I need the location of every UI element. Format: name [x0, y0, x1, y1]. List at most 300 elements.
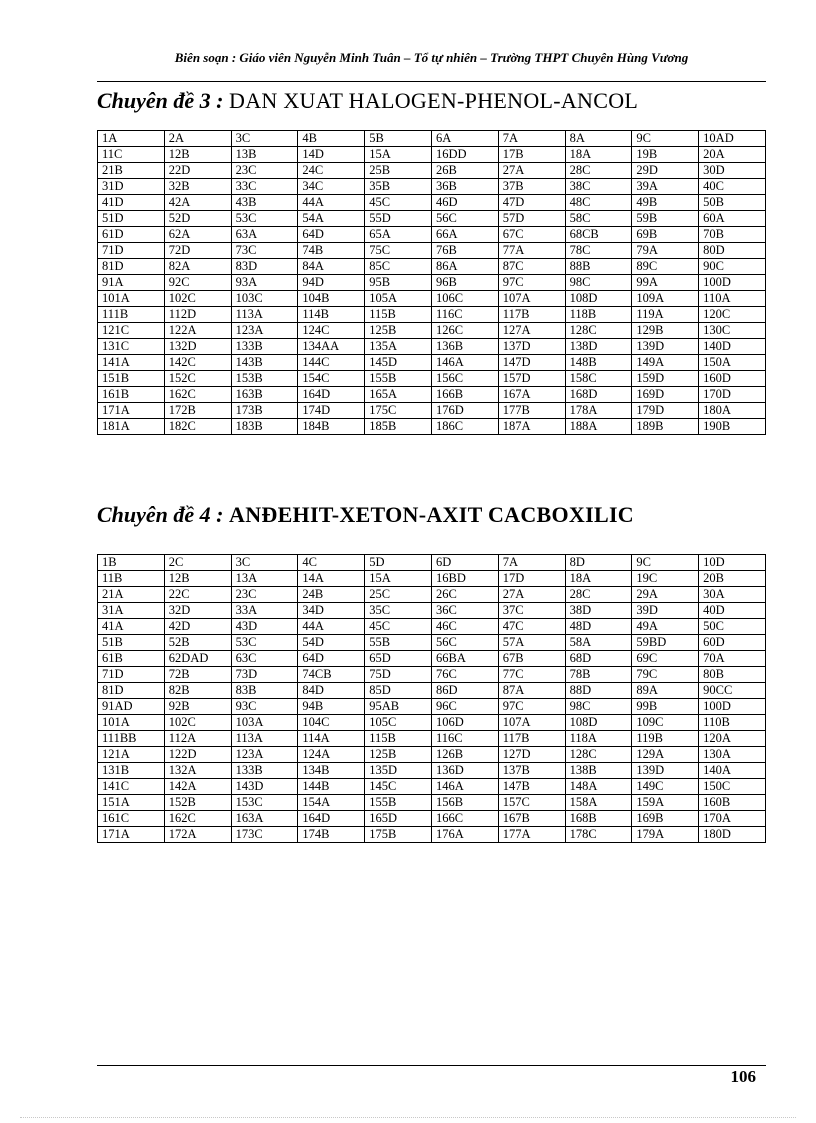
answer-cell: 121A — [98, 747, 165, 763]
answer-cell: 29D — [632, 163, 699, 179]
answer-cell: 142C — [164, 355, 231, 371]
table-row — [98, 387, 766, 403]
answer-cell: 110A — [699, 291, 766, 307]
answer-cell: 3C — [231, 555, 298, 571]
answer-cell: 167A — [498, 387, 565, 403]
answer-cell: 143B — [231, 355, 298, 371]
answer-cell: 135A — [365, 339, 432, 355]
answer-cell: 159D — [632, 371, 699, 387]
answer-cell: 180A — [699, 403, 766, 419]
table-row — [98, 731, 766, 747]
answer-cell: 111BB — [98, 731, 165, 747]
answer-cell: 89A — [632, 683, 699, 699]
answer-cell: 144B — [298, 779, 365, 795]
answer-cell: 157C — [498, 795, 565, 811]
answer-cell: 124A — [298, 747, 365, 763]
answer-cell: 73C — [231, 243, 298, 259]
answer-cell: 145D — [365, 355, 432, 371]
answer-cell: 158A — [565, 795, 632, 811]
answer-cell: 107A — [498, 291, 565, 307]
answer-cell: 92B — [164, 699, 231, 715]
answer-cell: 85C — [365, 259, 432, 275]
table-row — [98, 827, 766, 843]
answer-cell: 88D — [565, 683, 632, 699]
answer-cell: 35C — [365, 603, 432, 619]
answer-cell: 21B — [98, 163, 165, 179]
answer-cell: 104C — [298, 715, 365, 731]
answer-cell: 132D — [164, 339, 231, 355]
table-row — [98, 699, 766, 715]
section-title-3 — [97, 88, 766, 114]
answer-cell: 85D — [365, 683, 432, 699]
answer-cell: 136D — [431, 763, 498, 779]
answer-cell: 11C — [98, 147, 165, 163]
answer-cell: 172A — [164, 827, 231, 843]
answer-cell: 149C — [632, 779, 699, 795]
answer-cell: 13B — [231, 147, 298, 163]
answer-cell: 98C — [565, 699, 632, 715]
answer-cell: 163A — [231, 811, 298, 827]
answer-cell: 51D — [98, 211, 165, 227]
answer-cell: 29A — [632, 587, 699, 603]
answer-cell: 134AA — [298, 339, 365, 355]
table-row — [98, 635, 766, 651]
answer-cell: 144C — [298, 355, 365, 371]
answer-cell: 91A — [98, 275, 165, 291]
table-row — [98, 763, 766, 779]
answer-cell: 168D — [565, 387, 632, 403]
answer-cell: 143D — [231, 779, 298, 795]
answer-cell: 25C — [365, 587, 432, 603]
answer-cell: 6D — [431, 555, 498, 571]
answer-cell: 174D — [298, 403, 365, 419]
table-row — [98, 747, 766, 763]
answer-cell: 130C — [699, 323, 766, 339]
table-row — [98, 403, 766, 419]
answer-cell: 119A — [632, 307, 699, 323]
answer-cell: 130A — [699, 747, 766, 763]
answer-cell: 31A — [98, 603, 165, 619]
answer-cell: 7A — [498, 131, 565, 147]
answer-cell: 170A — [699, 811, 766, 827]
answer-cell: 114B — [298, 307, 365, 323]
answer-cell: 53C — [231, 211, 298, 227]
answer-cell: 79A — [632, 243, 699, 259]
answer-cell: 30D — [699, 163, 766, 179]
answer-cell: 64D — [298, 651, 365, 667]
answer-cell: 45C — [365, 195, 432, 211]
answer-cell: 161B — [98, 387, 165, 403]
answer-cell: 44A — [298, 195, 365, 211]
answer-cell: 171A — [98, 827, 165, 843]
answer-cell: 18A — [565, 147, 632, 163]
table-row — [98, 211, 766, 227]
answer-cell: 66A — [431, 227, 498, 243]
answer-cell: 42A — [164, 195, 231, 211]
header-divider — [97, 81, 766, 82]
answer-cell: 71D — [98, 667, 165, 683]
answer-cell: 96B — [431, 275, 498, 291]
answer-cell: 151A — [98, 795, 165, 811]
answer-cell: 41A — [98, 619, 165, 635]
answer-cell: 42D — [164, 619, 231, 635]
answer-cell: 36C — [431, 603, 498, 619]
answer-cell: 71D — [98, 243, 165, 259]
footer-divider — [97, 1065, 766, 1066]
answer-cell: 125B — [365, 323, 432, 339]
answer-cell: 150A — [699, 355, 766, 371]
answer-cell: 62A — [164, 227, 231, 243]
answer-cell: 84A — [298, 259, 365, 275]
answer-cell: 131B — [98, 763, 165, 779]
answer-cell: 118A — [565, 731, 632, 747]
answer-cell: 35B — [365, 179, 432, 195]
answer-cell: 33A — [231, 603, 298, 619]
answer-cell: 17D — [498, 571, 565, 587]
answer-cell: 43D — [231, 619, 298, 635]
answer-cell: 69C — [632, 651, 699, 667]
table-row — [98, 307, 766, 323]
answer-cell: 101A — [98, 715, 165, 731]
answer-cell: 94D — [298, 275, 365, 291]
answer-cell: 73D — [231, 667, 298, 683]
answer-cell: 20A — [699, 147, 766, 163]
answer-cell: 101A — [98, 291, 165, 307]
answer-cell: 48D — [565, 619, 632, 635]
answer-cell: 128C — [565, 323, 632, 339]
answer-cell: 124C — [298, 323, 365, 339]
table-row — [98, 147, 766, 163]
answer-cell: 4C — [298, 555, 365, 571]
answer-cell: 63A — [231, 227, 298, 243]
answer-cell: 87C — [498, 259, 565, 275]
answer-cell: 3C — [231, 131, 298, 147]
answer-cell: 114A — [298, 731, 365, 747]
answer-cell: 108D — [565, 715, 632, 731]
answer-cell: 5B — [365, 131, 432, 147]
answer-cell: 37B — [498, 179, 565, 195]
answer-cell: 9C — [632, 555, 699, 571]
answer-cell: 169D — [632, 387, 699, 403]
answer-cell: 26C — [431, 587, 498, 603]
answer-cell: 2C — [164, 555, 231, 571]
answer-cell: 127D — [498, 747, 565, 763]
answer-cell: 141C — [98, 779, 165, 795]
answer-cell: 81D — [98, 259, 165, 275]
answer-cell: 118B — [565, 307, 632, 323]
answer-cell: 26B — [431, 163, 498, 179]
table-row — [98, 811, 766, 827]
answer-cell: 100D — [699, 699, 766, 715]
answer-cell: 59B — [632, 211, 699, 227]
answer-cell: 70A — [699, 651, 766, 667]
table-row — [98, 227, 766, 243]
answer-cell: 20B — [699, 571, 766, 587]
answer-cell: 154A — [298, 795, 365, 811]
answer-cell: 94B — [298, 699, 365, 715]
answer-cell: 67C — [498, 227, 565, 243]
answer-cell: 153C — [231, 795, 298, 811]
answer-cell: 169B — [632, 811, 699, 827]
table-row — [98, 291, 766, 307]
answer-cell: 159A — [632, 795, 699, 811]
answer-cell: 8A — [565, 131, 632, 147]
answer-cell: 175B — [365, 827, 432, 843]
answer-cell: 89C — [632, 259, 699, 275]
answer-cell: 14D — [298, 147, 365, 163]
answer-cell: 98C — [565, 275, 632, 291]
answer-cell: 48C — [565, 195, 632, 211]
answer-cell: 8D — [565, 555, 632, 571]
answer-cell: 123A — [231, 747, 298, 763]
answer-cell: 102C — [164, 715, 231, 731]
answer-cell: 158C — [565, 371, 632, 387]
answer-cell: 171A — [98, 403, 165, 419]
answer-cell: 57A — [498, 635, 565, 651]
answer-cell: 163B — [231, 387, 298, 403]
section-topic: ANĐEHIT-XETON-AXIT CACBOXILIC — [229, 502, 634, 527]
answer-cell: 33C — [231, 179, 298, 195]
answer-cell: 182C — [164, 419, 231, 435]
answer-cell: 12B — [164, 147, 231, 163]
answer-cell: 146A — [431, 355, 498, 371]
answer-cell: 161C — [98, 811, 165, 827]
answer-cell: 187A — [498, 419, 565, 435]
answer-cell: 137D — [498, 339, 565, 355]
answer-cell: 17B — [498, 147, 565, 163]
answer-cell: 39A — [632, 179, 699, 195]
answer-cell: 75C — [365, 243, 432, 259]
table-row — [98, 355, 766, 371]
answer-cell: 84D — [298, 683, 365, 699]
table-row — [98, 371, 766, 387]
answer-cell: 155B — [365, 795, 432, 811]
answer-cell: 172B — [164, 403, 231, 419]
answer-cell: 177A — [498, 827, 565, 843]
answer-cell: 28C — [565, 163, 632, 179]
answer-cell: 72B — [164, 667, 231, 683]
answer-cell: 177B — [498, 403, 565, 419]
answer-cell: 49B — [632, 195, 699, 211]
table-row — [98, 323, 766, 339]
answer-cell: 47C — [498, 619, 565, 635]
answer-cell: 16DD — [431, 147, 498, 163]
section-topic: DAN XUAT HALOGEN-PHENOL-ANCOL — [229, 88, 639, 113]
answer-cell: 54A — [298, 211, 365, 227]
answer-cell: 179D — [632, 403, 699, 419]
answer-cell: 157D — [498, 371, 565, 387]
answer-cell: 25B — [365, 163, 432, 179]
answer-cell: 5D — [365, 555, 432, 571]
answer-cell: 110B — [699, 715, 766, 731]
answer-cell: 69B — [632, 227, 699, 243]
answer-cell: 132A — [164, 763, 231, 779]
answer-cell: 126B — [431, 747, 498, 763]
answer-cell: 136B — [431, 339, 498, 355]
answer-cell: 103A — [231, 715, 298, 731]
answer-cell: 134B — [298, 763, 365, 779]
answer-cell: 45C — [365, 619, 432, 635]
answer-cell: 23C — [231, 163, 298, 179]
answer-cell: 97C — [498, 699, 565, 715]
answer-cell: 16BD — [431, 571, 498, 587]
answer-cell: 67B — [498, 651, 565, 667]
answer-cell: 122D — [164, 747, 231, 763]
answer-cell: 68CB — [565, 227, 632, 243]
answer-cell: 6A — [431, 131, 498, 147]
answer-cell: 115B — [365, 731, 432, 747]
answer-cell: 15A — [365, 571, 432, 587]
answer-cell: 152C — [164, 371, 231, 387]
answer-cell: 139D — [632, 763, 699, 779]
answer-cell: 80D — [699, 243, 766, 259]
answer-cell: 150C — [699, 779, 766, 795]
answer-cell: 28C — [565, 587, 632, 603]
answer-cell: 57D — [498, 211, 565, 227]
answer-cell: 135D — [365, 763, 432, 779]
answer-cell: 39D — [632, 603, 699, 619]
answer-cell: 122A — [164, 323, 231, 339]
answer-cell: 46C — [431, 619, 498, 635]
answer-cell: 22C — [164, 587, 231, 603]
answer-cell: 99A — [632, 275, 699, 291]
answer-cell: 170D — [699, 387, 766, 403]
answer-cell: 70B — [699, 227, 766, 243]
answer-cell: 119B — [632, 731, 699, 747]
answer-cell: 7A — [498, 555, 565, 571]
answer-cell: 133B — [231, 339, 298, 355]
answer-cell: 56C — [431, 635, 498, 651]
answer-cell: 129B — [632, 323, 699, 339]
answer-cell: 62DAD — [164, 651, 231, 667]
answer-cell: 46D — [431, 195, 498, 211]
answer-cell: 60D — [699, 635, 766, 651]
answer-cell: 27A — [498, 163, 565, 179]
answer-cell: 23C — [231, 587, 298, 603]
answer-cell: 83B — [231, 683, 298, 699]
answer-cell: 113A — [231, 307, 298, 323]
answer-cell: 166B — [431, 387, 498, 403]
answer-cell: 32D — [164, 603, 231, 619]
section-title-4 — [97, 502, 766, 528]
answer-cell: 19C — [632, 571, 699, 587]
table-row — [98, 779, 766, 795]
answer-cell: 61D — [98, 227, 165, 243]
answer-cell: 38D — [565, 603, 632, 619]
answer-cell: 189B — [632, 419, 699, 435]
answer-cell: 120A — [699, 731, 766, 747]
answer-cell: 55B — [365, 635, 432, 651]
answer-cell: 14A — [298, 571, 365, 587]
answer-cell: 117B — [498, 731, 565, 747]
answer-cell: 15A — [365, 147, 432, 163]
answer-cell: 112D — [164, 307, 231, 323]
table-row — [98, 587, 766, 603]
answer-cell: 145C — [365, 779, 432, 795]
answer-cell: 168B — [565, 811, 632, 827]
answer-cell: 22D — [164, 163, 231, 179]
answer-cell: 79C — [632, 667, 699, 683]
answer-cell: 129A — [632, 747, 699, 763]
answer-cell: 104B — [298, 291, 365, 307]
answer-cell: 63C — [231, 651, 298, 667]
answer-cell: 96C — [431, 699, 498, 715]
answer-cell: 31D — [98, 179, 165, 195]
answer-cell: 148B — [565, 355, 632, 371]
answer-cell: 65D — [365, 651, 432, 667]
answer-cell: 147B — [498, 779, 565, 795]
answer-cell: 27A — [498, 587, 565, 603]
answer-cell: 100D — [699, 275, 766, 291]
answer-cell: 126C — [431, 323, 498, 339]
answer-cell: 154C — [298, 371, 365, 387]
answer-cell: 78B — [565, 667, 632, 683]
answer-cell: 76B — [431, 243, 498, 259]
answer-cell: 160B — [699, 795, 766, 811]
answer-cell: 95AB — [365, 699, 432, 715]
answer-cell: 120C — [699, 307, 766, 323]
answer-cell: 30A — [699, 587, 766, 603]
page-header: Biên soạn : Giáo viên Nguyễn Minh Tuân – Tổ tự nhiên – Trường THPT Chuyên Hùng Vương — [174, 50, 689, 65]
answer-cell: 38C — [565, 179, 632, 195]
table-row — [98, 259, 766, 275]
answer-cell: 10D — [699, 555, 766, 571]
answer-cell: 109A — [632, 291, 699, 307]
table-row — [98, 571, 766, 587]
answer-cell: 74B — [298, 243, 365, 259]
answer-cell: 49A — [632, 619, 699, 635]
answer-cell: 66BA — [431, 651, 498, 667]
answer-cell: 127A — [498, 323, 565, 339]
answer-cell: 183B — [231, 419, 298, 435]
answer-cell: 121C — [98, 323, 165, 339]
answer-cell: 36B — [431, 179, 498, 195]
answer-cell: 78C — [565, 243, 632, 259]
table-row — [98, 195, 766, 211]
answer-cell: 123A — [231, 323, 298, 339]
answer-cell: 90CC — [699, 683, 766, 699]
answer-cell: 83D — [231, 259, 298, 275]
answer-cell: 178A — [565, 403, 632, 419]
table-row — [98, 715, 766, 731]
answer-cell: 112A — [164, 731, 231, 747]
answer-cell: 165A — [365, 387, 432, 403]
answer-cell: 138D — [565, 339, 632, 355]
answer-cell: 54D — [298, 635, 365, 651]
table-row — [98, 243, 766, 259]
answer-cell: 82B — [164, 683, 231, 699]
answer-cell: 2A — [164, 131, 231, 147]
answer-table-section-3 — [97, 130, 766, 435]
table-row — [98, 339, 766, 355]
answer-cell: 52D — [164, 211, 231, 227]
answer-cell: 175C — [365, 403, 432, 419]
answer-cell: 147D — [498, 355, 565, 371]
answer-cell: 176D — [431, 403, 498, 419]
answer-cell: 140A — [699, 763, 766, 779]
page-edge-line — [20, 1117, 796, 1118]
answer-cell: 97C — [498, 275, 565, 291]
answer-cell: 34D — [298, 603, 365, 619]
table-row — [98, 619, 766, 635]
answer-cell: 60A — [699, 211, 766, 227]
answer-cell: 64D — [298, 227, 365, 243]
table-row — [98, 555, 766, 571]
answer-cell: 139D — [632, 339, 699, 355]
answer-cell: 86A — [431, 259, 498, 275]
answer-cell: 164D — [298, 387, 365, 403]
answer-cell: 58C — [565, 211, 632, 227]
